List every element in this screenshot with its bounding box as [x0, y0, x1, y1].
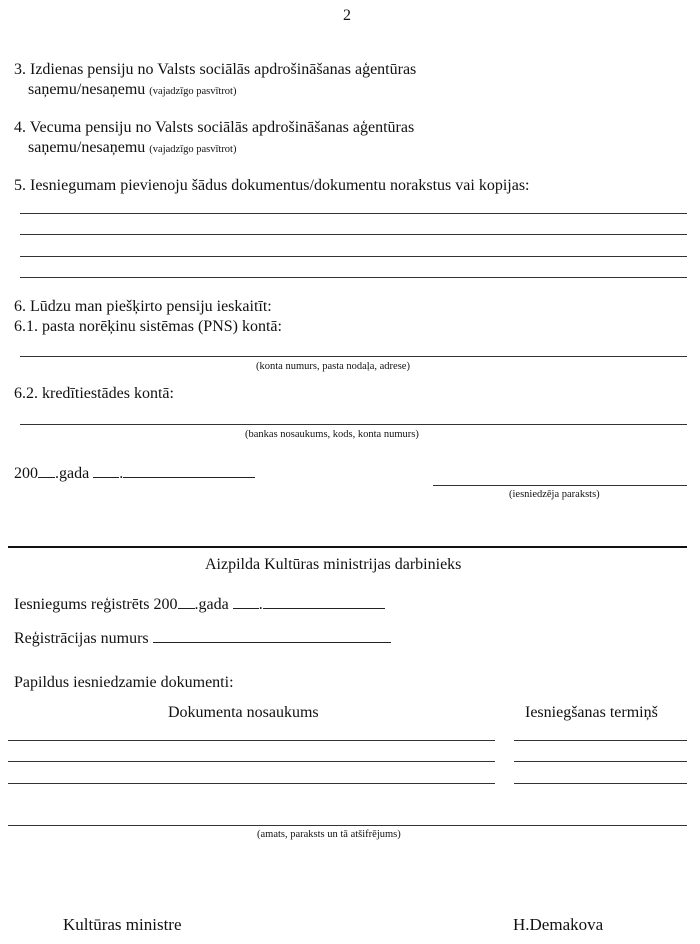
minister-name: H.Demakova — [513, 915, 604, 934]
item6-text: 6. Lūdzu man piešķirto pensiju ieskaitīt: — [14, 298, 272, 315]
deadline-line-1[interactable] — [514, 740, 687, 741]
item3-note: (vajadzīgo pasvītrot) — [149, 86, 237, 97]
registered-gada-label: .gada — [194, 596, 229, 613]
date-line — [14, 465, 255, 483]
item5-documents-line-2[interactable] — [20, 234, 687, 235]
registered-line — [14, 596, 385, 614]
registered-prefix: Iesniegums reģistrēts 200 — [14, 596, 178, 613]
item5-documents-line-4[interactable] — [20, 277, 687, 278]
additional-docs-label: Papildus iesniedzamie dokumenti: — [14, 674, 234, 691]
pns-account-line[interactable] — [20, 356, 687, 357]
item5-documents-line-1[interactable] — [20, 213, 687, 214]
date-month-field[interactable] — [123, 477, 255, 478]
registered-day-field[interactable] — [233, 608, 259, 609]
applicant-signature-caption: (iesniedzēja paraksts) — [509, 489, 600, 500]
item3-line1: 3. Izdienas pensiju no Valsts sociālās apdrošināšanas aģentūras — [14, 61, 417, 78]
registered-year-field[interactable] — [178, 608, 195, 609]
applicant-signature-line[interactable] — [433, 485, 687, 486]
page-number: 2 — [343, 7, 351, 24]
date-gada-label: .gada — [55, 465, 90, 482]
item6-sub1: 6.1. pasta norēķinu sistēmas (PNS) kontā: — [14, 318, 282, 335]
reg-number-field[interactable] — [153, 642, 391, 643]
registered-month-field[interactable] — [263, 608, 385, 609]
date-year-prefix: 200 — [14, 465, 38, 482]
col-deadline-header: Iesniegšanas termiņš — [525, 704, 658, 721]
official-signature-line[interactable] — [8, 825, 687, 826]
reg-number-label: Reģistrācijas numurs — [14, 630, 149, 647]
doc-name-line-3[interactable] — [8, 783, 495, 784]
minister-title: Kultūras ministre — [63, 915, 182, 934]
item3-options: saņemu/nesaņemu — [28, 81, 146, 98]
pns-account-caption: (konta numurs, pasta nodaļa, adrese) — [256, 361, 410, 372]
item4-line1: 4. Vecuma pensiju no Valsts sociālās apdrošināšanas aģentūras — [14, 119, 415, 136]
item4-line2 — [28, 139, 236, 159]
doc-name-line-1[interactable] — [8, 740, 495, 741]
item3-line2 — [28, 81, 236, 101]
deadline-line-3[interactable] — [514, 783, 687, 784]
doc-name-line-2[interactable] — [8, 761, 495, 762]
official-signature-caption: (amats, paraksts un tā atšifrējums) — [257, 829, 401, 840]
date-year-field[interactable] — [38, 477, 55, 478]
office-heading: Aizpilda Kultūras ministrijas darbinieks — [205, 556, 462, 573]
deadline-line-2[interactable] — [514, 761, 687, 762]
bank-account-line[interactable] — [20, 424, 687, 425]
date-dot: . — [119, 465, 124, 482]
item5-documents-line-3[interactable] — [20, 256, 687, 257]
col-doc-name-header: Dokumenta nosaukums — [168, 704, 319, 721]
date-day-field[interactable] — [93, 477, 119, 478]
item4-note: (vajadzīgo pasvītrot) — [149, 144, 237, 155]
item5-text: 5. Iesniegumam pievienoju šādus dokumentus/dokumentu norakstus vai kopijas: — [14, 177, 530, 194]
item4-options: saņemu/nesaņemu — [28, 139, 146, 156]
reg-number-row — [14, 630, 391, 648]
bank-account-caption: (bankas nosaukums, kods, konta numurs) — [245, 429, 419, 440]
item6-sub2: 6.2. kredītiestādes kontā: — [14, 385, 174, 402]
registered-dot: . — [258, 596, 263, 613]
section-divider — [8, 546, 687, 548]
